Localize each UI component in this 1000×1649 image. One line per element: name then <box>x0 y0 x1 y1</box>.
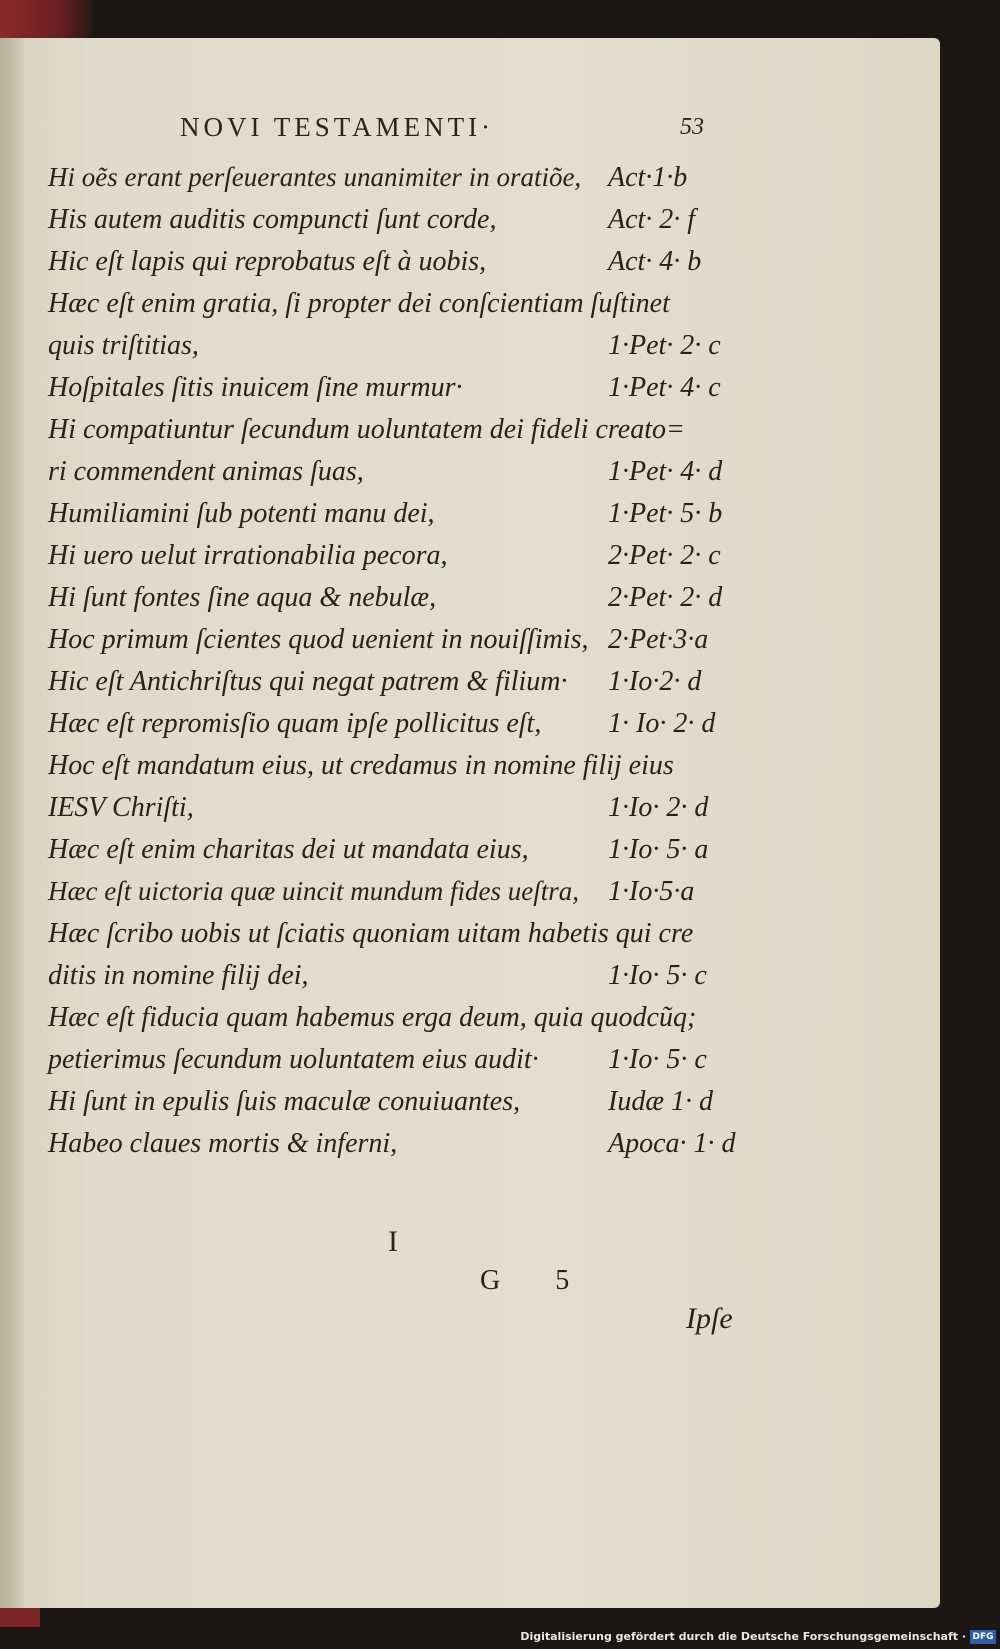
line-text: Hoc primum ſcientes quod uenient in nouiſſimis, <box>48 624 589 655</box>
text-line <box>48 288 738 330</box>
text-line <box>48 246 738 288</box>
line-text: Hi compatiuntur ſecundum uoluntatem dei fideli creato= <box>48 414 685 445</box>
text-line <box>48 666 738 708</box>
line-reference: Act· 4· b <box>608 246 702 277</box>
text-line <box>48 372 738 414</box>
text-line <box>48 792 738 834</box>
line-reference: 1·Pet· 4· d <box>608 456 723 487</box>
line-text: Hæc eſt enim charitas dei ut mandata eius, <box>48 834 529 865</box>
line-reference: 1·Pet· 4· c <box>608 372 721 403</box>
line-text: Hi oẽs erant perſeuerantes unanimiter in oratiõe, <box>48 162 582 192</box>
text-line <box>48 1044 738 1086</box>
line-text: Hæc eſt fiducia quam habemus erga deum, quia quodcũq; <box>48 1002 697 1033</box>
line-reference: 1·Io· 2· d <box>608 792 709 823</box>
line-reference: 1·Pet· 2· c <box>608 330 721 361</box>
line-reference: 1· Io· 2· d <box>608 708 716 739</box>
page-header <box>0 112 940 152</box>
line-reference: 2·Pet· 2· c <box>608 540 721 571</box>
text-line <box>48 330 738 372</box>
running-head: NOVI TESTAMENTI· <box>180 112 495 142</box>
text-line <box>48 750 738 792</box>
line-reference: 2·Pet· 2· d <box>608 582 723 613</box>
line-text: Hi ſunt fontes ſine aqua & nebulæ, <box>48 582 437 613</box>
line-reference: 1·Io·2· d <box>608 666 702 697</box>
line-reference: Act·1·b <box>608 162 688 193</box>
text-line <box>48 414 738 456</box>
line-text: petierimus ſecundum uoluntatem eius audit· <box>48 1044 539 1075</box>
line-reference: 1·Io· 5· c <box>608 960 707 991</box>
text-line <box>48 1086 738 1128</box>
text-line <box>48 204 738 246</box>
line-reference: Iudæ 1· d <box>608 1086 713 1117</box>
text-line <box>48 876 738 918</box>
line-text: ri commendent animas ſuas, <box>48 456 364 487</box>
footer-bar <box>0 1627 1000 1649</box>
text-line <box>48 624 738 666</box>
folio-number: 53 <box>680 114 704 140</box>
line-text: Hic eſt Antichriſtus qui negat patrem & filium· <box>48 666 568 697</box>
signature-letter: I <box>388 1225 398 1258</box>
line-text: Hoſpitales ſitis inuicem ſine murmur· <box>48 372 463 403</box>
line-text: Hi ſunt in epulis ſuis maculæ conuiuantes, <box>48 1086 521 1117</box>
line-text: Hic eſt lapis qui reprobatus eſt à uobis, <box>48 246 487 277</box>
line-text: Hæc eſt enim gratia, ſi propter dei conſcientiam ſuſtinet <box>48 288 670 319</box>
text-line <box>48 162 738 204</box>
line-reference: 2·Pet·3·a <box>608 624 709 655</box>
dfg-logo: DFG <box>970 1630 996 1644</box>
line-text: Hæc eſt repromisſio quam ipſe pollicitus eſt, <box>48 708 542 739</box>
text-line <box>48 708 738 750</box>
text-line <box>48 582 738 624</box>
line-text: ditis in nomine filij dei, <box>48 960 309 991</box>
line-text: Hæc eſt uictoria quæ uincit mundum fides ueſtra, <box>48 876 579 906</box>
line-reference: 1·Io· 5· c <box>608 1044 707 1075</box>
line-text: Humiliamini ſub potenti manu dei, <box>48 498 435 529</box>
text-line <box>48 834 738 876</box>
line-text: Hoc eſt mandatum eius, ut credamus in nomine filij eius <box>48 750 674 781</box>
line-reference: Act· 2· f <box>608 204 696 235</box>
text-line <box>48 456 738 498</box>
line-reference: 1·Io· 5· a <box>608 834 709 865</box>
line-text: Hæc ſcribo uobis ut ſciatis quoniam uitam habetis qui cre <box>48 918 694 949</box>
catchword: Ipſe <box>686 1302 733 1335</box>
signature-mark: G 5 <box>480 1265 594 1296</box>
text-line <box>48 1002 738 1044</box>
line-reference: 1·Io·5·a <box>608 876 695 907</box>
text-line <box>48 498 738 540</box>
line-reference: Apoca· 1· d <box>608 1128 736 1159</box>
line-text: quis triſtitias, <box>48 330 199 361</box>
line-text: Habeo claues mortis & inferni, <box>48 1128 398 1159</box>
line-text: His autem auditis compuncti ſunt corde, <box>48 204 497 235</box>
text-line <box>48 1128 738 1170</box>
funding-credit: Digitalisierung gefördert durch die Deutsche Forschungsgemeinschaft · <box>520 1630 966 1643</box>
text-line <box>48 918 738 960</box>
line-text: Hi uero uelut irrationabilia pecora, <box>48 540 448 571</box>
line-reference: 1·Pet· 5· b <box>608 498 723 529</box>
text-line <box>48 960 738 1002</box>
line-text: IESV Chriſti, <box>48 792 194 823</box>
text-line <box>48 540 738 582</box>
page-gutter-shadow <box>0 38 26 1608</box>
text-block <box>48 162 738 1170</box>
